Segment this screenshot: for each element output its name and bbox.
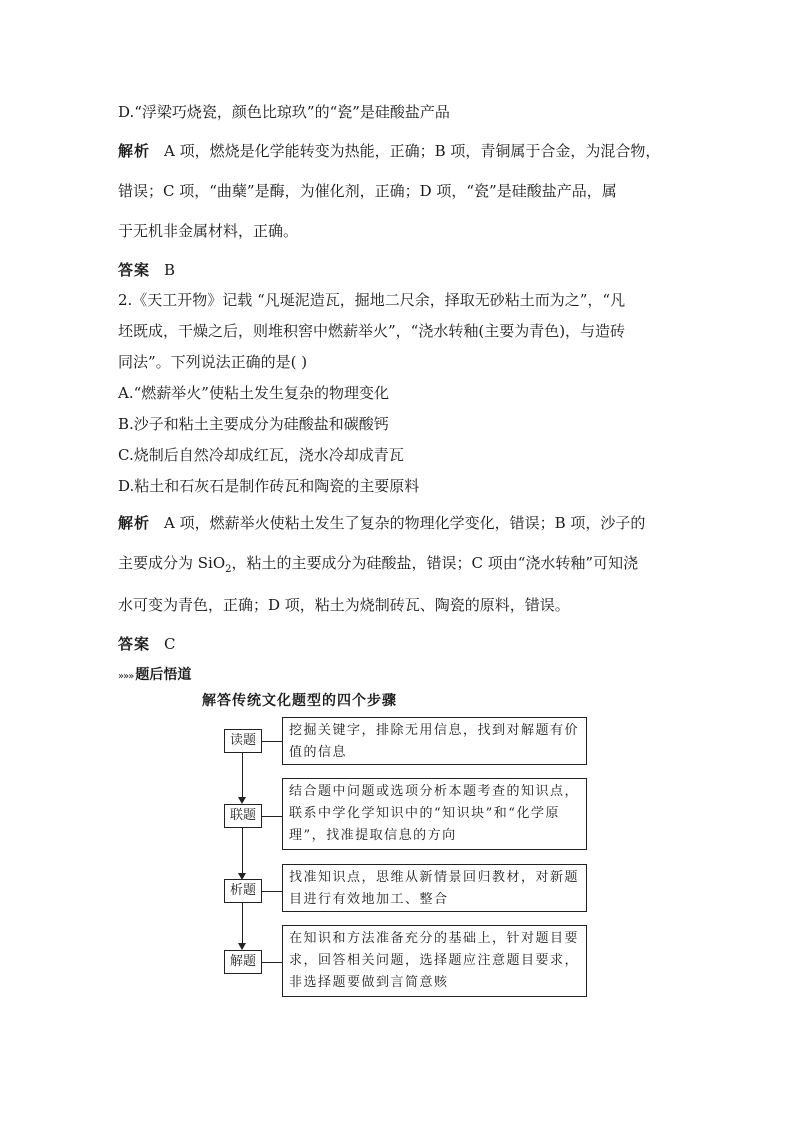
option-d: D.粘土和石灰石是制作砖瓦和陶瓷的主要原料 (118, 477, 420, 495)
arrow-down-icon (238, 797, 246, 804)
connector-line (262, 891, 282, 892)
connector-line (262, 741, 282, 742)
analysis-label: 解析 (118, 514, 151, 532)
analysis-label: 解析 (118, 142, 151, 160)
analysis-2-line-2 (118, 552, 638, 575)
analysis-1-line-2: 错误；C 项，“曲蘖”是酶，为催化剂，正确；D 项，“瓷”是硅酸盐产品，属 (118, 182, 617, 200)
subscript-2: 2 (225, 564, 232, 575)
arrow-down-icon (238, 943, 246, 950)
diagram-title: 解答传统文化题型的四个步骤 (202, 693, 397, 709)
question-2-line-2: 坯既成，干燥之后，则堆积窖中燃薪举火”，“浇水转釉(主要为青色)，与造砖 (118, 322, 626, 340)
step-analyze-desc: 找准知识点，思维从新情景回归教材，对新题目进行有效地加工、整合 (282, 864, 587, 912)
answer-value: B (164, 261, 176, 279)
step-connect-desc: 结合题中问题或选项分析本题考查的知识点，联系中学化学知识中的“知识块”和“化学原理”，找准提取信息的方向 (282, 778, 587, 850)
analysis-1-line-3: 于无机非金属材料，正确。 (118, 222, 299, 240)
section-title: 题后悟道 (135, 667, 192, 683)
question-2-line-3: 同法”。下列说法正确的是( ) (118, 353, 308, 371)
step-analyze-label: 析题 (224, 879, 262, 903)
connector-line (262, 816, 282, 817)
answer-2-line (118, 633, 176, 654)
section-marker-icon: »»» (118, 671, 134, 682)
analysis-text: A 项，燃烧是化学能转变为热能，正确；B 项，青铜属于合金，为混合物， (164, 142, 661, 160)
option-d-line: D.“浮梁巧烧瓷，颜色比琼玖”的“瓷”是硅酸盐产品 (118, 103, 450, 121)
option-c: C.烧制后自然冷却成红瓦，浇水冷却成青瓦 (118, 446, 404, 464)
analysis-text-pre: 主要成分为 SiO (118, 554, 226, 572)
step-connect-label: 联题 (224, 804, 262, 828)
flow-line (242, 753, 243, 801)
analysis-text-post: ，粘土的主要成分为硅酸盐，错误；C 项由“浇水转釉”可知浇 (231, 554, 639, 572)
question-2-line-1: 2.《天工开物》记载 “凡埏泥造瓦，掘地二尺余，择取无砂粘土而为之”，“凡 (118, 291, 626, 309)
step-read-desc: 挖掘关键字，排除无用信息，找到对解题有价值的信息 (282, 717, 587, 765)
option-b: B.沙子和粘土主要成分为硅酸盐和碳酸钙 (118, 415, 389, 433)
answer-label: 答案 (118, 635, 151, 653)
step-solve-desc: 在知识和方法准备充分的基础上，针对题目要求，回答相关问题，选择题应注意题目要求，非选择题要做到言简意赅 (282, 925, 587, 997)
step-read-label: 读题 (224, 729, 262, 753)
answer-1-line (118, 259, 175, 280)
analysis-1-line-1 (118, 140, 660, 161)
answer-value: C (164, 635, 176, 653)
section-heading (118, 664, 191, 684)
analysis-2-line-3: 水可变为青色，正确；D 项，粘土为烧制砖瓦、陶瓷的原料，错误。 (118, 596, 570, 614)
option-a: A.“燃薪举火”使粘土发生复杂的物理变化 (118, 384, 389, 402)
answer-label: 答案 (118, 261, 151, 279)
flow-line (242, 828, 243, 878)
connector-line (262, 962, 282, 963)
analysis-text: A 项，燃薪举火使粘土发生了复杂的物理化学变化，错误；B 项，沙子的 (164, 514, 646, 532)
step-solve-label: 解题 (224, 950, 262, 974)
analysis-2-line-1 (118, 512, 645, 533)
